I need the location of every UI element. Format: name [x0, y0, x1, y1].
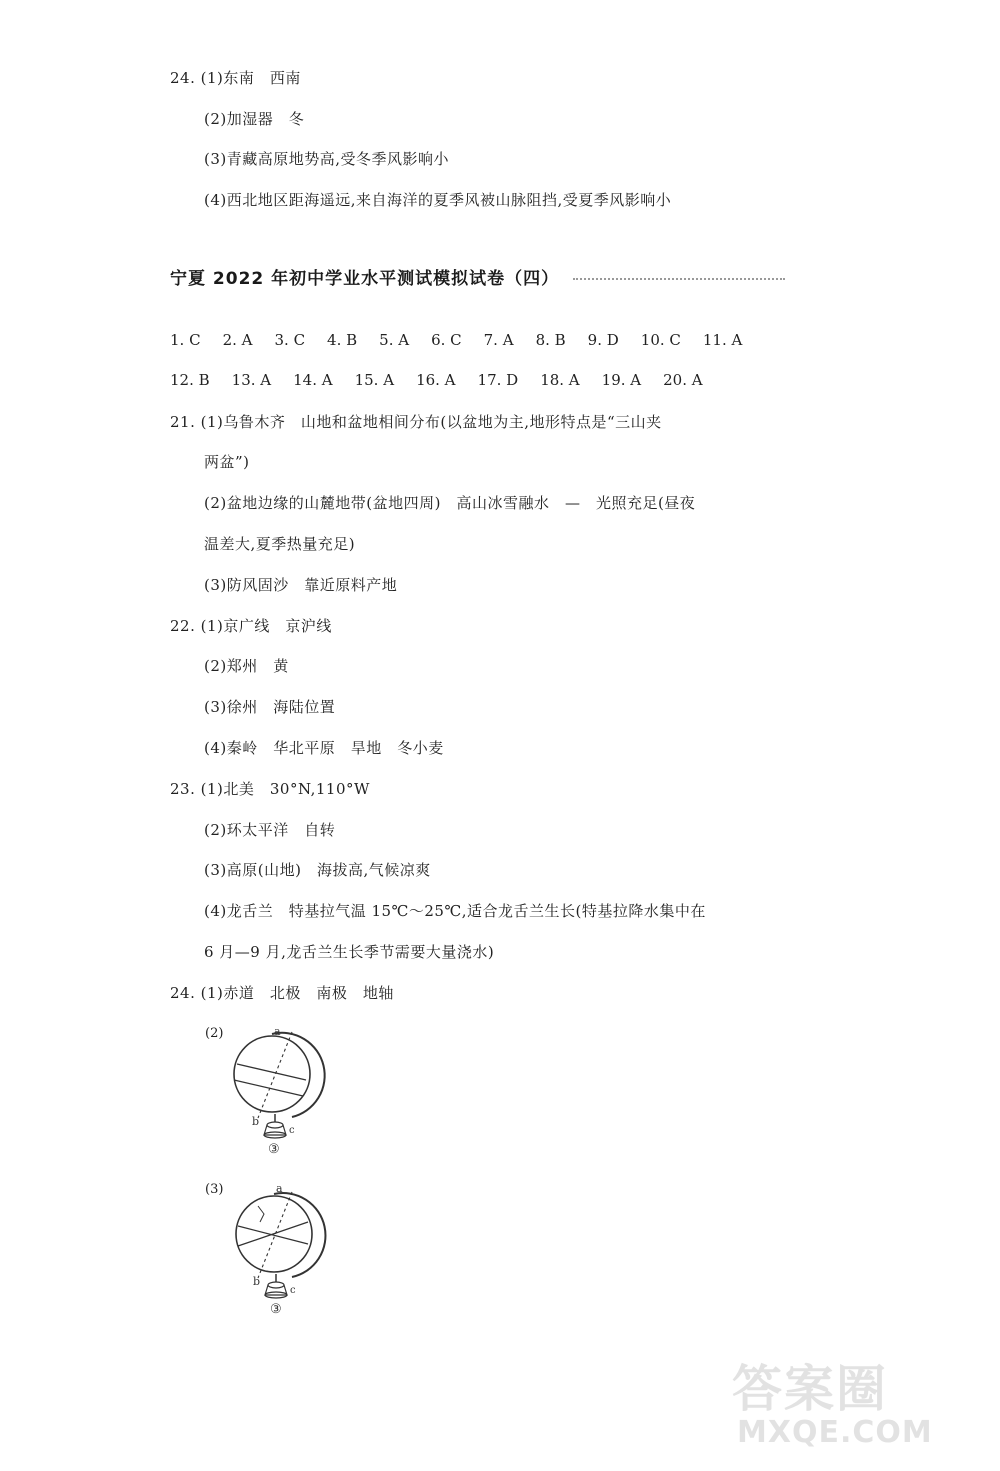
- point-a-label: a: [274, 1025, 281, 1038]
- q22-line-4: (4)秦岭 华北平原 旱地 冬小麦: [204, 739, 444, 757]
- watermark-en: MXQE.COM: [737, 1415, 933, 1450]
- heading-dotted-rule: [573, 278, 785, 280]
- mc-answer: 12. B: [170, 371, 210, 389]
- prev-q24-line-2: (2)加湿器 冬: [204, 110, 305, 128]
- mc-answer: 1. C: [170, 331, 201, 349]
- q23-line-4: (4)龙舌兰 特基拉气温 15℃～25℃,适合龙舌兰生长(特基拉降水集中在: [204, 902, 706, 920]
- q21-line-4: 温差大,夏季热量充足): [204, 535, 356, 553]
- q24-line-1: 24. (1)赤道 北极 南极 地轴: [170, 984, 394, 1002]
- mc-row-2: [170, 370, 703, 390]
- site-watermark: [732, 1349, 972, 1459]
- mc-answer: 4. B: [327, 331, 358, 349]
- figure-label: (3): [205, 1182, 224, 1197]
- point-c-label: c: [289, 1125, 295, 1136]
- globe-figure-2: [200, 1022, 340, 1162]
- q23-line-2: (2)环太平洋 自转: [204, 821, 336, 839]
- mc-answer: 8. B: [535, 331, 566, 349]
- q23-line-1: 23. (1)北美 30°N,110°W: [170, 780, 370, 798]
- point-b-label: b: [252, 1115, 260, 1128]
- section-title: 宁夏 2022 年初中学业水平测试模拟试卷（四）: [170, 269, 560, 289]
- point-c-label: c: [290, 1285, 296, 1296]
- mc-answer: 5. A: [379, 331, 410, 349]
- mc-answer: 17. D: [477, 371, 519, 389]
- mc-answer: 9. D: [587, 331, 619, 349]
- mc-answer: 13. A: [231, 371, 272, 389]
- point-b-label: b: [253, 1275, 261, 1288]
- point-a-label: a: [276, 1182, 283, 1195]
- q22-line-2: (2)郑州 黄: [204, 657, 289, 675]
- mc-answer: 19. A: [601, 371, 642, 389]
- q21-line-2: 两盆”): [204, 453, 250, 471]
- globe-figure-3: [200, 1178, 340, 1318]
- q22-line-1: 22. (1)京广线 京沪线: [170, 617, 332, 635]
- q23-line-5: 6 月—9 月,龙舌兰生长季节需要大量浇水): [204, 943, 495, 961]
- q23-line-3: (3)高原(山地) 海拔高,气候凉爽: [204, 861, 431, 879]
- mc-answer: 16. A: [416, 371, 456, 389]
- mc-answer: 14. A: [293, 371, 333, 389]
- mc-answer: 6. C: [431, 331, 462, 349]
- section-heading: [170, 264, 785, 289]
- watermark-cn: 答案圈: [732, 1360, 888, 1418]
- q21-line-1: 21. (1)乌鲁木齐 山地和盆地相间分布(以盆地为主,地形特点是“三山夹: [170, 413, 662, 431]
- mc-answer: 18. A: [540, 371, 580, 389]
- mc-answer: 20. A: [663, 371, 703, 389]
- prev-q24-line-4: (4)西北地区距海遥远,来自海洋的夏季风被山脉阻挡,受夏季风影响小: [204, 191, 672, 209]
- mc-row-1: [170, 330, 742, 350]
- mc-answer: 3. C: [274, 331, 306, 349]
- globe-diagram: [200, 1022, 340, 1162]
- q21-line-3: (2)盆地边缘的山麓地带(盆地四周) 高山冰雪融水 — 光照充足(昼夜: [204, 494, 696, 512]
- mc-answer: 7. A: [483, 331, 514, 349]
- q21-line-5: (3)防风固沙 靠近原料产地: [204, 576, 398, 594]
- prev-q24-line-3: (3)青藏高原地势高,受冬季风影响小: [204, 150, 450, 168]
- figure-number: ③: [268, 1142, 280, 1157]
- mc-answer: 15. A: [354, 371, 395, 389]
- mc-answer: 10. C: [640, 331, 681, 349]
- figure-number: ③: [270, 1302, 282, 1317]
- q22-line-3: (3)徐州 海陆位置: [204, 698, 336, 716]
- prev-q24-line-1: 24. (1)东南 西南: [170, 69, 301, 87]
- figure-label: (2): [205, 1026, 224, 1041]
- globe-diagram: [200, 1178, 340, 1318]
- mc-answer: 2. A: [222, 331, 253, 349]
- mc-answer: 11. A: [702, 331, 743, 349]
